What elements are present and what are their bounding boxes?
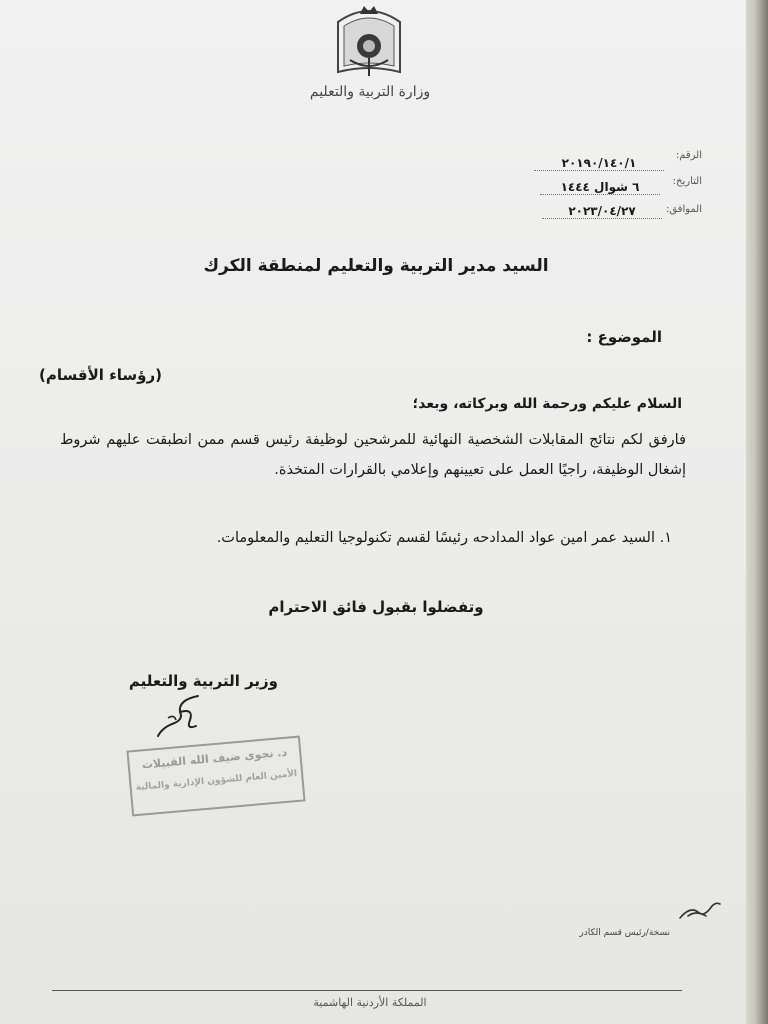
subject-label: الموضوع : [586,328,662,346]
ministry-header: وزارة التربية والتعليم [309,84,431,100]
closing-line: وتفضلوا بقبول فائق الاحترام [268,598,484,616]
corresponding-date-value: ٢٠٢٣/٠٤/٢٧ [542,204,662,219]
official-stamp [125,734,306,817]
date-label: التاريخ: [672,176,702,187]
greeting: السلام عليكم ورحمة الله وبركاته، وبعد؛ [412,396,682,412]
coat-of-arms-icon [330,2,408,80]
reference-number-label: الرقم: [675,150,702,161]
stamp-name: د. نجوى ضيف الله القبيلات [141,745,288,772]
initials-icon [676,896,724,924]
corresponding-date-label: الموافق: [665,204,702,215]
signature-icon [150,690,220,740]
body-paragraph: فارفق لكم نتائج المقابلات الشخصية النهائية للمرشحين لوظيفة رئيس قسم ممن انطبقت عليهم شروط إشغال الوظيفة، راجيًا العمل على تعيينهم وإعلامي بالقرارات المتخذة. [60,432,686,478]
stamp-title: الأمين العام للشؤون الإدارية والمالية [135,768,298,794]
addressee: السيد مدير التربية والتعليم لمنطقة الكرك [203,256,549,276]
reference-number-value: ٢٠١٩٠/١٤٠/١ [534,156,664,171]
footer-text: المملكة الأردنية الهاشمية [313,996,427,1009]
subject-value: (رؤساء الأقسام) [39,366,162,384]
list-item: ١. السيد عمر امين عواد المدادحه رئيسًا لقسم تكنولوجيا التعليم والمعلومات. [216,530,672,546]
copy-note: نسخة/رئيس قسم الكادر [579,928,670,938]
footer-divider [52,990,682,991]
signatory-title: وزير التربية والتعليم [128,672,278,690]
page-edge-shadow [746,0,768,1024]
date-value: ٦ شوال ١٤٤٤ [540,180,660,195]
